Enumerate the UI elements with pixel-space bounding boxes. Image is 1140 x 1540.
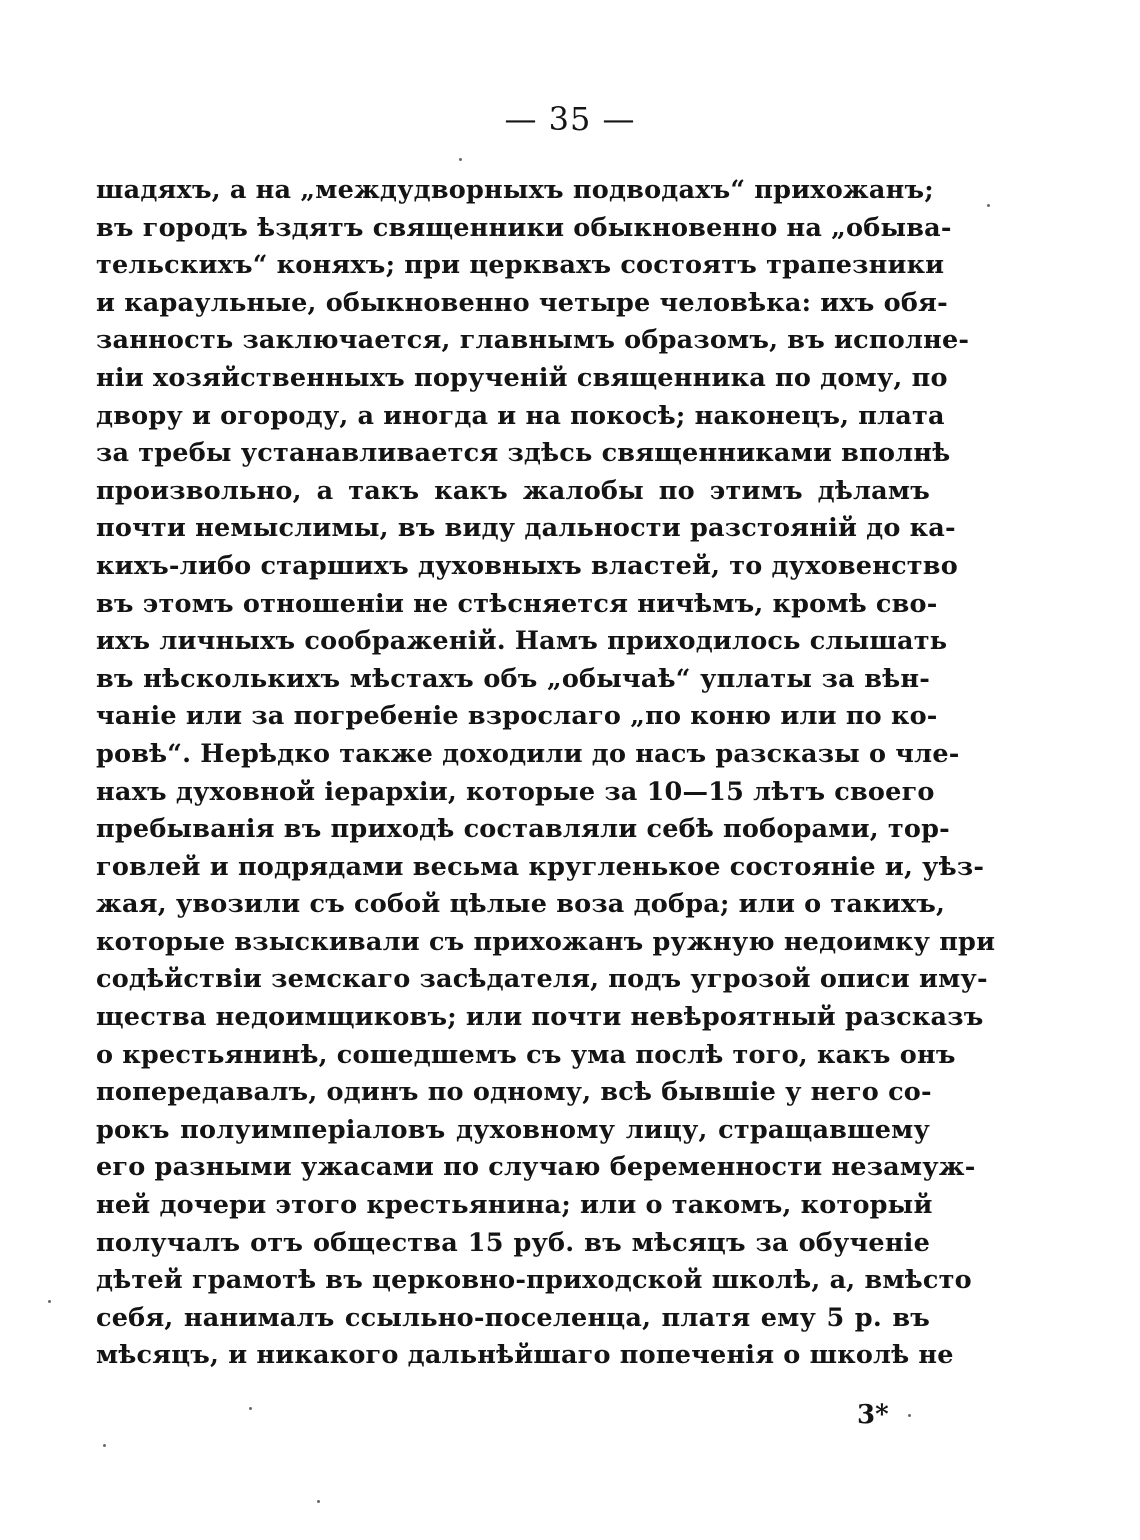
text-line: въ этомъ отношенiи не стѣсняется ничѣмъ, кромѣ сво- [96, 588, 938, 619]
page-number: — 35 — [504, 100, 636, 138]
text-line: чанiе или за погребенiе взрослаго „по коню или по ко- [96, 701, 938, 732]
text-line: попередавалъ, одинъ по одному, всѣ бывшiе у него со- [96, 1077, 932, 1108]
scan-speck [908, 1414, 911, 1417]
text-line: тельскихъ“ коняхъ; при церквахъ состоятъ трапезники [96, 250, 945, 281]
text-line: его разными ужасами по случаю беременности незамуж- [96, 1152, 976, 1183]
text-line: ихъ личныхъ соображенiй. Намъ приходилось слышать [96, 626, 948, 657]
text-line: щества недоимщиковъ; или почти невѣроятный разсказъ [96, 1002, 984, 1033]
scan-speck [103, 1444, 106, 1447]
scan-speck [249, 1407, 252, 1410]
text-line: которые взыскивали съ прихожанъ ружную недоимку при [96, 926, 996, 957]
text-line: ровѣ“. Нерѣдко также доходили до насъ разсказы о чле- [96, 738, 960, 769]
text-line: жая, увозили съ собой цѣлые воза добра; или о такихъ, [96, 889, 946, 920]
text-line: занность заключается, главнымъ образомъ, въ исполне- [96, 325, 970, 356]
scan-speck [48, 1300, 51, 1303]
text-line: говлей и подрядами весьма кругленькое состоянiе и, уѣз- [96, 851, 985, 882]
scan-speck [459, 158, 462, 161]
text-line: о крестьянинѣ, сошедшемъ съ ума послѣ того, какъ онъ [96, 1039, 956, 1070]
text-line: шадяхъ, а на „междудворныхъ подводахъ“ прихожанъ; [96, 175, 934, 205]
text-line: и караульные, обыкновенно четыре человѣка: ихъ обя- [96, 287, 948, 318]
text-line: въ городъ ѣздятъ священники обыкновенно на „обыва- [96, 212, 952, 243]
text-line: дѣтей грамотѣ въ церковно-приходской школѣ, а, вмѣсто [96, 1265, 972, 1296]
text-line: двору и огороду, а иногда и на покосѣ; наконецъ, плата [96, 400, 945, 431]
text-line: себя, нанималъ ссыльно-поселенца, платя ему 5 р. въ [96, 1302, 930, 1333]
text-line: мѣсяцъ, и никакого дальнѣйшаго попеченiя о школѣ не [96, 1340, 954, 1371]
text-line: въ нѣсколькихъ мѣстахъ объ „обычаѣ“ уплаты за вѣн- [96, 663, 930, 694]
text-line: почти немыслимы, въ виду дальности разстоянiй до ка- [96, 513, 956, 544]
text-line: кихъ-либо старшихъ духовныхъ властей, то духовенство [96, 550, 958, 581]
text-line: за требы устанавливается здѣсь священниками вполнѣ [96, 438, 951, 469]
scan-speck [987, 204, 990, 207]
body-text [96, 172, 996, 1375]
text-line: получалъ отъ общества 15 руб. въ мѣсяцъ за обученiе [96, 1227, 930, 1258]
text-line: содѣйствiи земскаго засѣдателя, подъ угрозой описи иму- [96, 964, 988, 995]
text-line: нахъ духовной iерархiи, которые за 10—15 лѣтъ своего [96, 776, 935, 807]
text-line: произвольно, а такъ какъ жалобы по этимъ дѣламъ [96, 475, 930, 506]
text-line: нiи хозяйственныхъ порученiй священника по дому, по [96, 362, 948, 393]
text-line: пребыванiя въ приходѣ составляли себѣ поборами, тор- [96, 814, 950, 845]
scan-speck [317, 1500, 320, 1503]
signature-mark: 3* [857, 1400, 889, 1430]
text-line: ней дочери этого крестьянина; или о такомъ, который [96, 1190, 933, 1221]
text-line: рокъ полуимперiаловъ духовному лицу, стращавшему [96, 1114, 930, 1145]
